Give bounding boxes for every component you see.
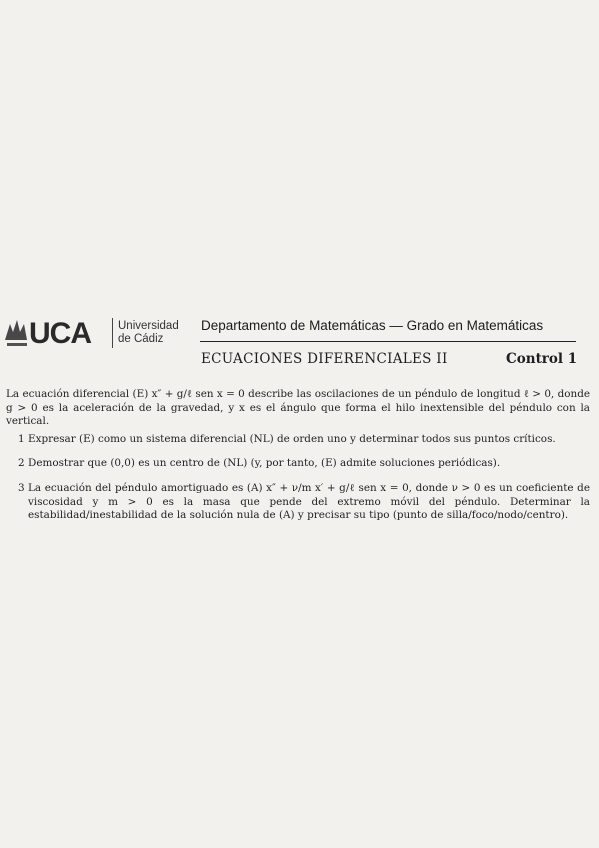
question-list	[6, 433, 590, 523]
logo-divider	[112, 318, 113, 348]
question-number: 1	[18, 432, 25, 445]
department-title: Departamento de Matemáticas — Grado en Matemáticas	[201, 318, 544, 333]
university-line-2: de Cádiz	[118, 333, 164, 345]
question-item	[6, 433, 590, 447]
course-title: ECUACIONES DIFERENCIALES II	[201, 351, 448, 367]
exam-body	[6, 388, 590, 534]
uca-logo	[3, 310, 113, 350]
question-text: Expresar (E) como un sistema diferencial (NL) de orden uno y determinar todos sus puntos críticos.	[28, 432, 556, 445]
question-text: La ecuación del péndulo amortiguado es (A) x″ + ν/m x′ + g/ℓ sen x = 0, donde ν > 0 es un coeficiente de viscosidad y m > 0 es la masa que pende del extremo móvil del péndulo. Determinar la estabilidad/inestabilidad de la solución nula de (A) y precisar su tipo (punto de silla/foco/nodo/centro).	[28, 481, 590, 522]
question-number: 3	[18, 481, 25, 494]
question-number: 2	[18, 457, 25, 470]
logo-text: UCA	[29, 317, 91, 350]
crown-icon	[5, 320, 27, 346]
university-line-1: Universidad	[118, 320, 179, 332]
question-item	[6, 482, 590, 523]
university-name	[118, 320, 179, 346]
question-item	[6, 457, 590, 471]
problem-statement: La ecuación diferencial (E) x″ + g/ℓ sen x = 0 describe las oscilaciones de un péndulo de longitud ℓ > 0, donde g > 0 es la aceleración de la gravedad, y x es el ángulo que forma el hilo inextensible del péndulo con la vertical.	[6, 388, 590, 428]
header-rule	[200, 341, 576, 342]
question-text: Demostrar que (0,0) es un centro de (NL) (y, por tanto, (E) admite soluciones periódicas).	[28, 457, 501, 470]
exam-label: Control 1	[506, 351, 578, 367]
